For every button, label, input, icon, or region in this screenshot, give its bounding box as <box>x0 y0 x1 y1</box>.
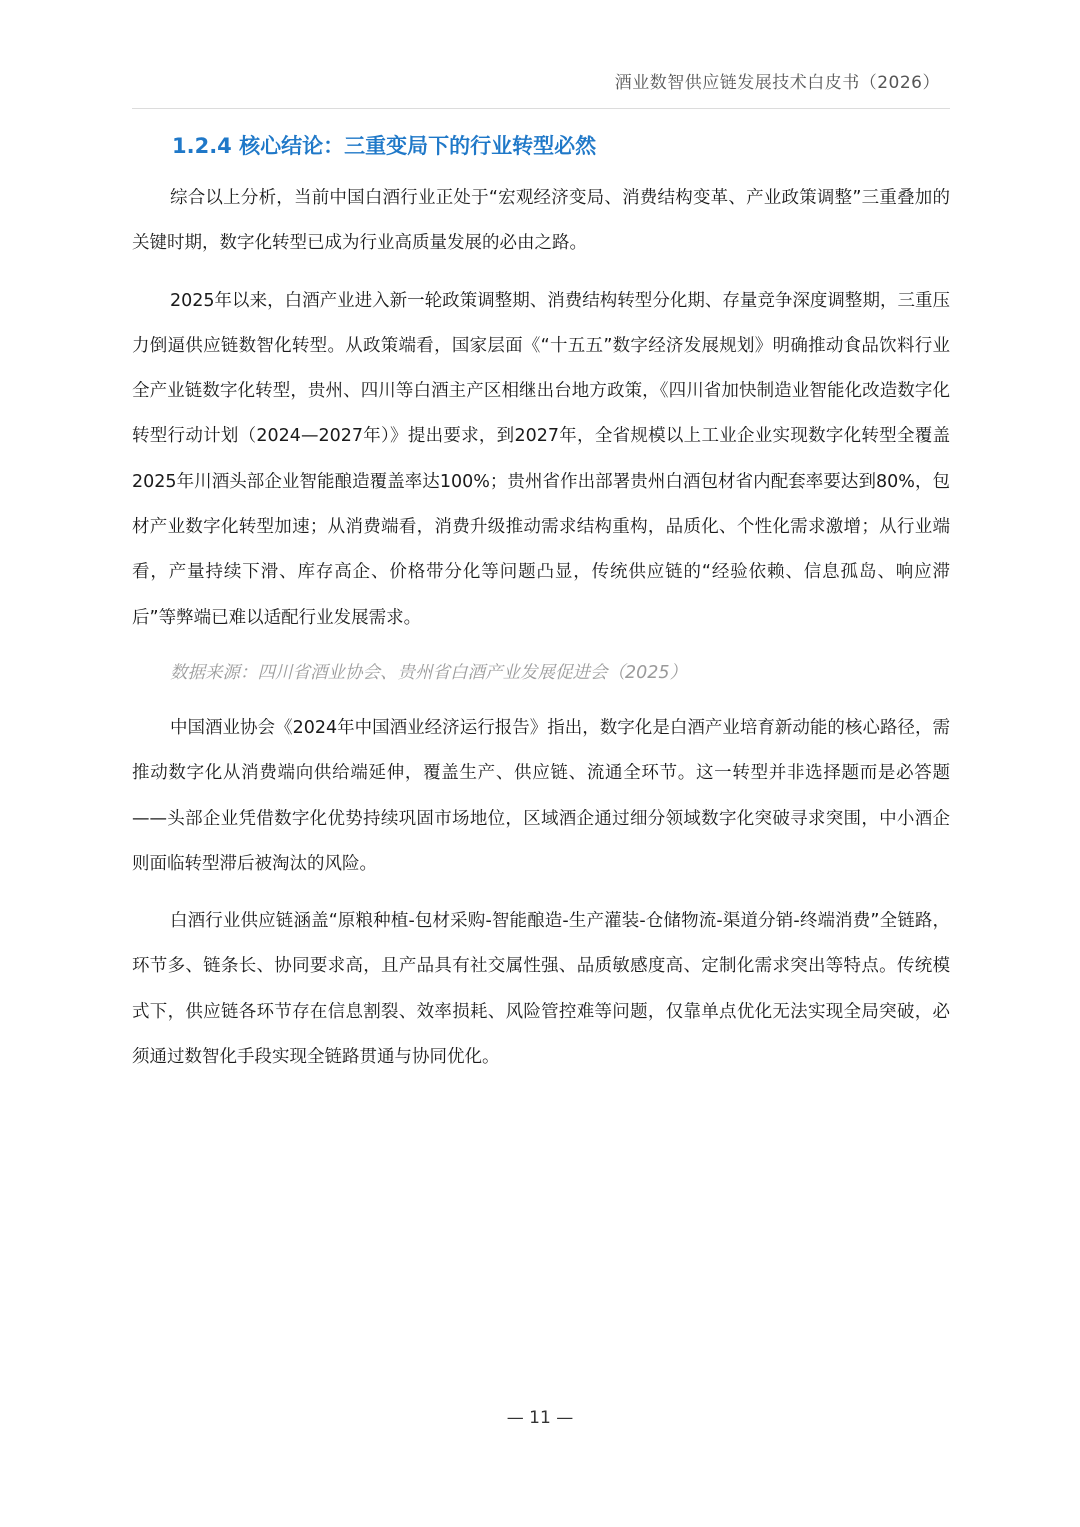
paragraph-supply-chain: 白酒行业供应链涵盖“原粮种植-包材采购-智能酿造-生产灌装-仓储物流-渠道分销-终端消费”全链路，环节多、链条长、协同要求高，且产品具有社交属性强、品质敏感度高、定制化需求突出等特点。传统模式下，供应链各环节存在信息割裂、效率损耗、风险管控难等问题，仅靠单点优化无法实现全局突破，必须通过数智化手段实现全链路贯通与协同优化。 <box>132 911 950 1068</box>
page-number: — 11 — <box>506 1408 574 1428</box>
source-note: 数据来源：四川省酒业协会、贵州省白酒产业发展促进会（2025） <box>170 662 688 683</box>
paragraph-policy-context: 2025年以来，白酒产业进入新一轮政策调整期、消费结构转型分化期、存量竞争深度调整期，三重压力倒逼供应链数智化转型。从政策端看，国家层面《“十五五”数字经济发展规划》明确推动食品饮料行业全产业链数字化转型，贵州、四川等白酒主产区相继出台地方政策，《四川省加快制造业智能化改造数字化转型行动计划（2024—2027年）》提出要求，到2027年，全省规模以上工业企业实现数字化转型全覆盖2025年川酒头部企业智能酿造覆盖率达100%；贵州省作出部署贵州白酒包材省内配套率要达到80%，包材产业数字化转型加速；从消费端看，消费升级推动需求结构重构，品质化、个性化需求激增；从行业端看，产量持续下滑、库存高企、价格带分化等问题凸显，传统供应链的“经验依赖、信息孤岛、响应滞后”等弊端已难以适配行业发展需求。 <box>132 290 950 628</box>
section-heading: 1.2.4 核心结论：三重变局下的行业转型必然 <box>172 134 597 158</box>
paragraph-association-report: 中国酒业协会《2024年中国酒业经济运行报告》指出，数字化是白酒产业培育新动能的核心路径，需推动数字化从消费端向供给端延伸，覆盖生产、供应链、流通全环节。这一转型并非选择题而是必答题——头部企业凭借数字化优势持续巩固市场地位，区域酒企通过细分领域数字化突破寻求突围，中小酒企则面临转型滞后被淘汰的风险。 <box>132 717 950 874</box>
page-content <box>132 126 950 1080</box>
running-header-title: 酒业数智供应链发展技术白皮书（2026） <box>614 73 940 93</box>
paragraph-summary: 综合以上分析，当前中国白酒行业正处于“宏观经济变局、消费结构变革、产业政策调整”三重叠加的关键时期，数字化转型已成为行业高质量发展的必由之路。 <box>132 188 950 254</box>
header-divider <box>132 108 950 109</box>
